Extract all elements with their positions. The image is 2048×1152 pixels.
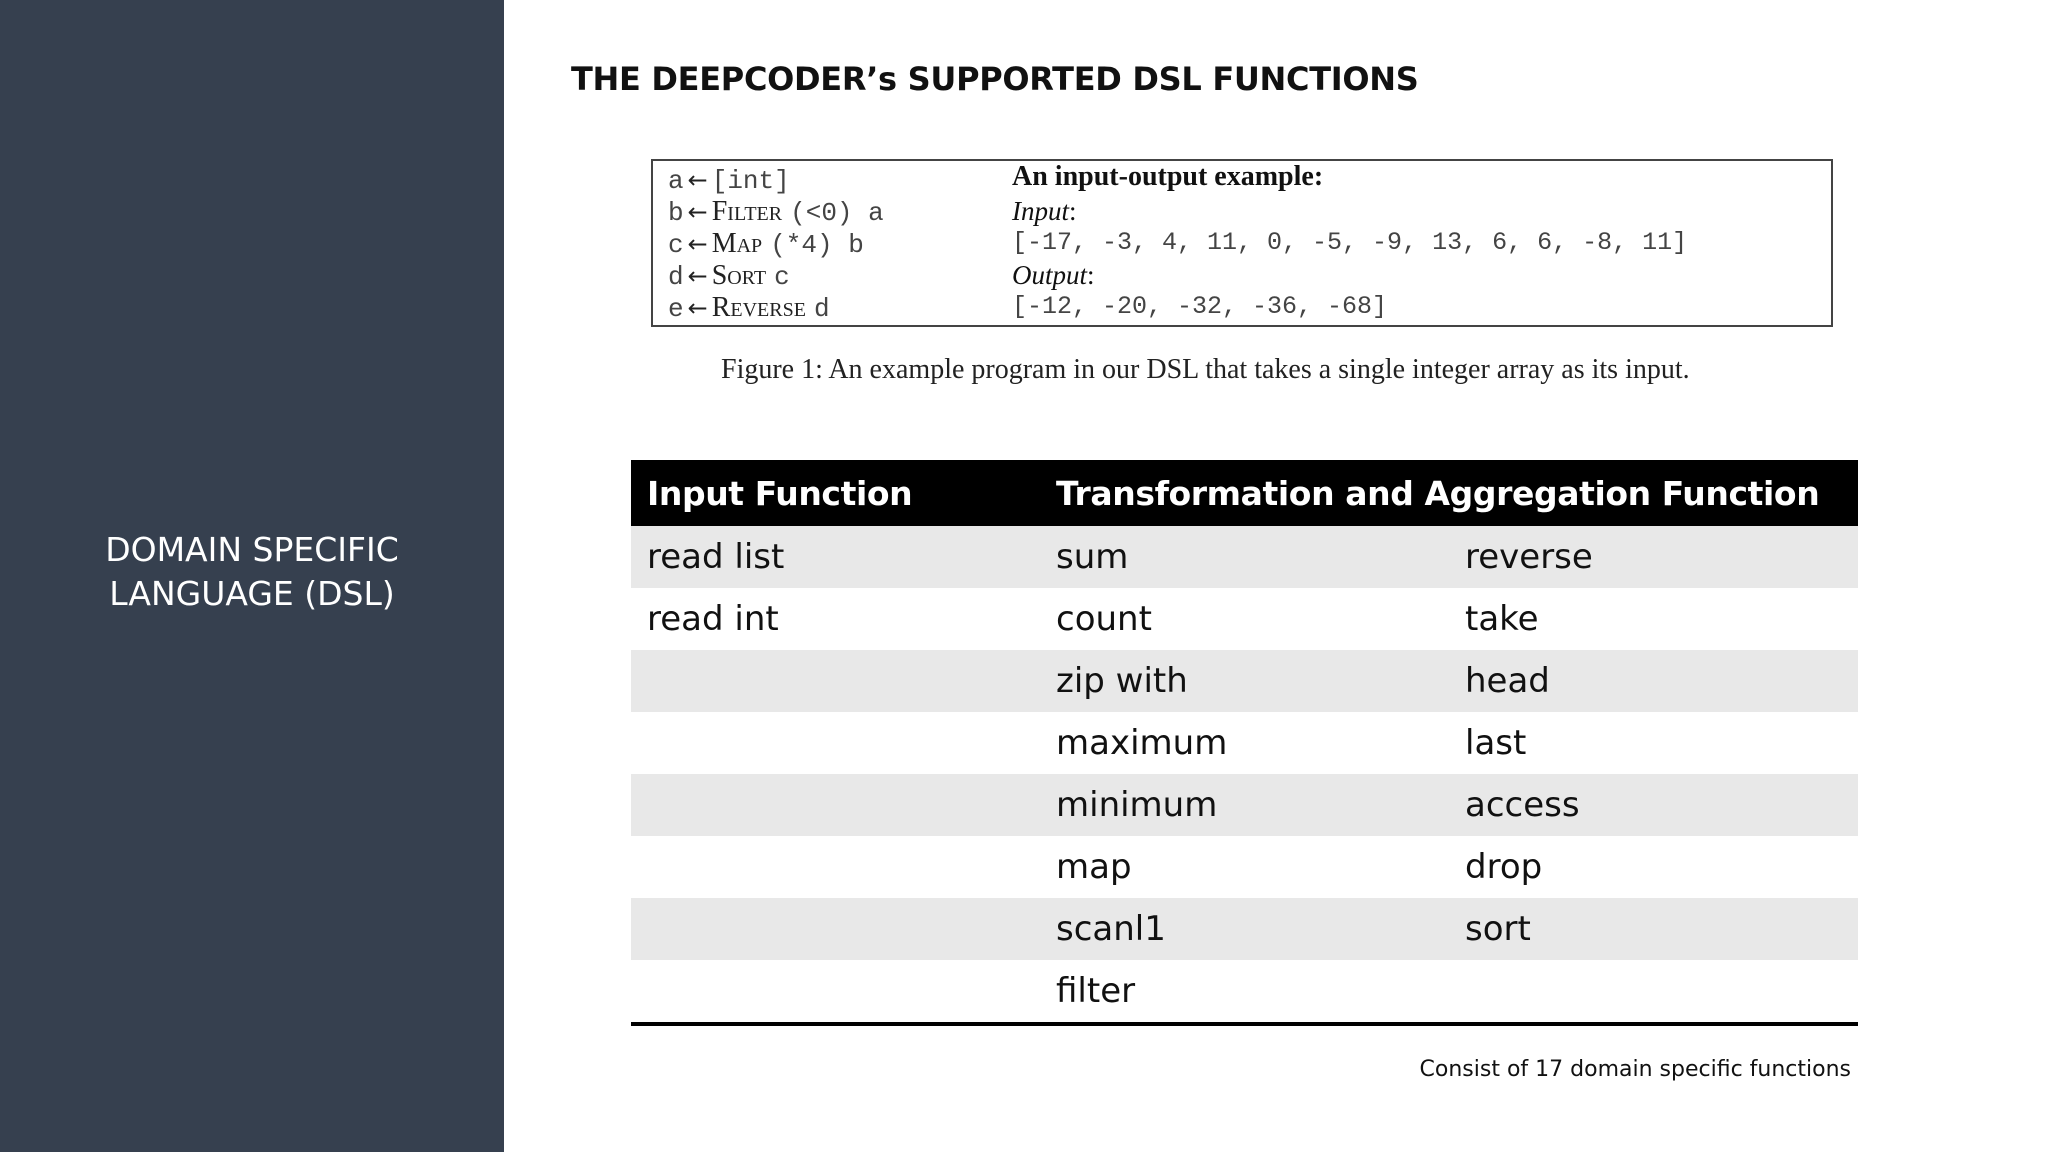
program-line-e: e ← Reverse d bbox=[668, 292, 830, 324]
output-value: [-12, -20, -32, -36, -68] bbox=[1012, 292, 1388, 321]
table-cell bbox=[631, 898, 1040, 960]
figure-box bbox=[651, 159, 1833, 327]
program-line-c: c ← Map (*4) b bbox=[668, 228, 864, 260]
table-cell: read int bbox=[647, 599, 779, 639]
output-label: Output: bbox=[1012, 260, 1095, 290]
section-title bbox=[0, 528, 504, 616]
table-cell: head bbox=[1449, 650, 1858, 712]
table-cell: read list bbox=[631, 526, 1040, 588]
table-row bbox=[631, 898, 1858, 960]
table-cell: zip with bbox=[1040, 650, 1449, 712]
table-cell: count bbox=[1056, 599, 1152, 639]
table-row bbox=[631, 712, 1858, 774]
table-cell bbox=[631, 712, 1040, 774]
table-cell bbox=[631, 774, 1040, 836]
table-cell: access bbox=[1449, 774, 1858, 836]
input-label: Input: bbox=[1012, 196, 1077, 226]
table-header-row bbox=[631, 460, 1858, 526]
table-cell: map bbox=[1056, 847, 1132, 887]
table-cell: scanl1 bbox=[1040, 898, 1449, 960]
table-cell: last bbox=[1465, 723, 1527, 763]
input-value: [-17, -3, 4, 11, 0, -5, -9, 13, 6, 6, -8, 11] bbox=[1012, 228, 1688, 257]
program-line-a: a ← [int] bbox=[668, 166, 790, 196]
sidebar-panel bbox=[0, 0, 504, 1152]
dsl-functions-table bbox=[631, 460, 1858, 1026]
table-cell: minimum bbox=[1040, 774, 1449, 836]
table-cell: maximum bbox=[1056, 723, 1228, 763]
table-row bbox=[631, 526, 1858, 588]
table-cell bbox=[631, 650, 1040, 712]
header-input-function: Input Function bbox=[631, 460, 1040, 526]
table-row bbox=[631, 774, 1858, 836]
table-row bbox=[631, 650, 1858, 712]
io-example-heading: An input-output example: bbox=[1012, 161, 1324, 192]
table-row bbox=[631, 960, 1858, 1024]
figure-caption: Figure 1: An example program in our DSL that takes a single integer array as its input. bbox=[721, 354, 1690, 385]
table-cell: filter bbox=[1040, 960, 1449, 1024]
footnote: Consist of 17 domain specific functions bbox=[1419, 1057, 1851, 1082]
table-row bbox=[631, 588, 1858, 650]
program-line-d: d ← Sort c bbox=[668, 260, 790, 292]
table-cell: sum bbox=[1040, 526, 1449, 588]
header-transformation-function: Transformation and Aggregation Function bbox=[1040, 460, 1858, 526]
section-title-line1: DOMAIN SPECIFIC bbox=[105, 530, 399, 569]
table-row bbox=[631, 836, 1858, 898]
table-cell: sort bbox=[1449, 898, 1858, 960]
table-cell bbox=[631, 960, 1040, 1024]
table-cell bbox=[631, 836, 1040, 898]
table-cell: reverse bbox=[1449, 526, 1858, 588]
program-line-b: b ← Filter (<0) a bbox=[668, 196, 884, 228]
table-cell: take bbox=[1465, 599, 1539, 639]
slide-title: THE DEEPCODER’s SUPPORTED DSL FUNCTIONS bbox=[571, 60, 1419, 98]
section-title-line2: LANGUAGE (DSL) bbox=[109, 574, 395, 613]
table-cell bbox=[1449, 960, 1858, 1024]
table-cell: drop bbox=[1465, 847, 1543, 887]
